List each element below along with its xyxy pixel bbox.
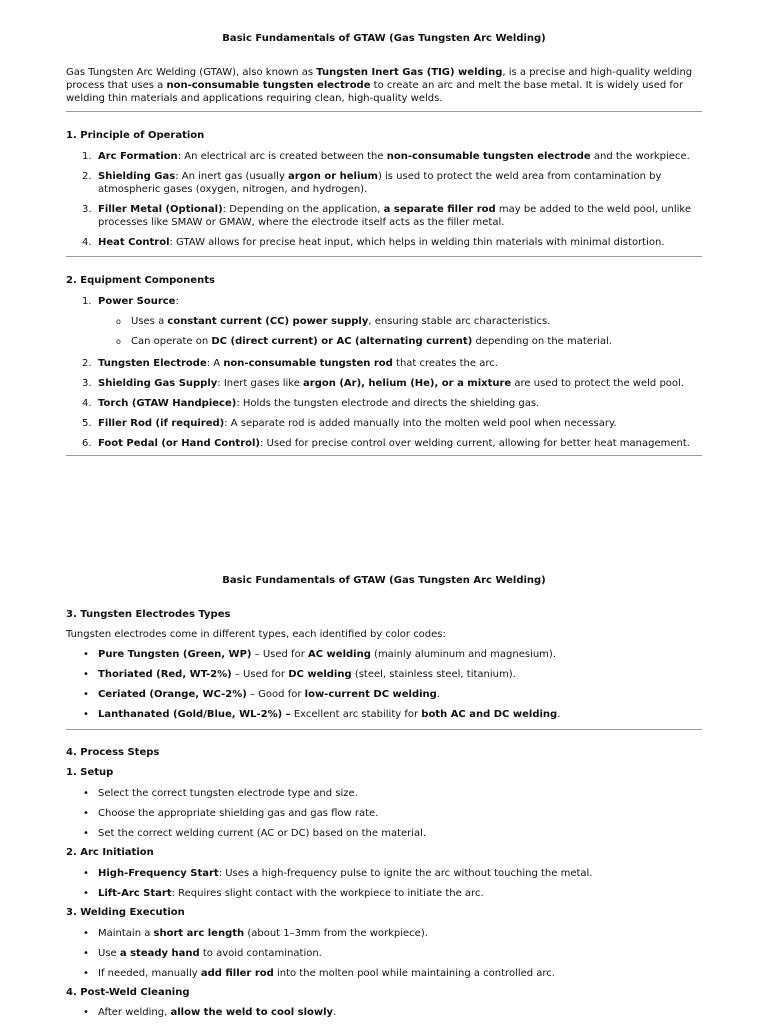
divider (66, 729, 702, 730)
text-run: – Used for (251, 649, 308, 660)
list-item: • Maintain a short arc length (about 1–3mm from the workpiece). (83, 928, 428, 939)
list-item: 3. Filler Metal (Optional): Depending on the application, a separate filler rod may be added to the weld pool, unlike processes like SMAW or GMAW, where the electrode itself acts as the filler metal. (82, 204, 691, 228)
text-run: : A separate rod is added manually into the molten weld pool when necessary. (224, 418, 617, 429)
intro-paragraph (66, 66, 702, 105)
equipment-list (66, 295, 702, 450)
text-run: – Good for (246, 689, 305, 700)
bold-text: Lanthanated (Gold/Blue, WL-2%) – (98, 709, 291, 720)
text-run: Gas Tungsten Arc Welding (GTAW), also known as (66, 67, 317, 78)
text-run: ) is used to protect the weld area from contamination by atmospheric gases (oxygen, nitrogen, and hydrogen). (98, 171, 662, 195)
list-item: 1. Power Source: (82, 296, 179, 307)
bold-text: non-consumable tungsten electrode (166, 80, 371, 91)
list-item: • Ceriated (Orange, WC-2%) – Good for low-current DC welding. (83, 689, 441, 700)
list-item: • Choose the appropriate shielding gas and gas flow rate. (83, 808, 379, 819)
text-run: depending on the material. (472, 336, 612, 347)
text-run: Can operate on (131, 336, 212, 347)
text-run: : Requires slight contact with the workpiece to initiate the arc. (171, 888, 484, 899)
text-run: , is a precise and high-quality welding process that uses a (66, 67, 693, 91)
section-heading: 1. Principle of Operation (66, 130, 205, 141)
list-item: • High-Frequency Start: Uses a high-frequency pulse to ignite the arc without touching the metal. (83, 868, 593, 879)
bold-text: non-consumable tungsten electrode (386, 151, 591, 162)
text-run: : Inert gases like (217, 378, 304, 389)
bold-text: argon (Ar), helium (He), or a mixture (303, 378, 512, 389)
bold-text: Lift-Arc Start (98, 888, 172, 899)
text-run: : Used for precise control over welding current, allowing for better heat management. (260, 438, 690, 449)
text-run: Use (98, 948, 120, 959)
text-run: to avoid contamination. (199, 948, 322, 959)
bold-text: Thoriated (Red, WT-2%) (98, 669, 232, 680)
bold-text: DC (direct current) or AC (alternating current) (211, 336, 473, 347)
bold-text: Shielding Gas (98, 171, 176, 182)
text-run: : A (206, 358, 224, 369)
bold-text: Filler Rod (if required) (98, 418, 225, 429)
text-run: : Holds the tungsten electrode and directs the shielding gas. (236, 398, 540, 409)
sub-list-item: o Can operate on DC (direct current) or AC (alternating current) depending on the material. (116, 336, 612, 347)
list-item: 6. Foot Pedal (or Hand Control): Used for precise control over welding current, allowing for better heat management. (82, 438, 690, 449)
text-run: : An electrical arc is created between the (177, 151, 387, 162)
text-run: may be added to the weld pool, unlike processes like SMAW or GMAW, where the electrode itself acts as the filler metal. (98, 204, 691, 228)
bold-text: High-Frequency Start (98, 868, 219, 879)
bold-text: Pure Tungsten (Green, WP) (98, 649, 252, 660)
bold-text: non-consumable tungsten rod (223, 358, 393, 369)
bold-text: a steady hand (119, 948, 200, 959)
bold-text: Tungsten Electrode (98, 358, 207, 369)
text-run: : Uses a high-frequency pulse to ignite the arc without touching the metal. (218, 868, 593, 879)
text-run: Uses a (131, 316, 168, 327)
sub-list-item: o Uses a constant current (CC) power supply, ensuring stable arc characteristics. (116, 316, 551, 327)
text-run: : Depending on the application, (222, 204, 384, 215)
text-run: . (557, 709, 561, 720)
section-intro: Tungsten electrodes come in different types, each identified by color codes: (66, 629, 446, 640)
list-item: 2. Tungsten Electrode: A non-consumable tungsten rod that creates the arc. (82, 358, 498, 369)
bold-text: Power Source (98, 296, 176, 307)
page-title: Basic Fundamentals of GTAW (Gas Tungsten Arc Welding) (222, 575, 546, 586)
list-item: • Lanthanated (Gold/Blue, WL-2%) – Excellent arc stability for both AC and DC welding. (83, 709, 561, 720)
divider (66, 111, 702, 112)
section-heading: 4. Process Steps (66, 747, 160, 758)
bold-text: Shielding Gas Supply (98, 378, 218, 389)
welding-execution-list (66, 927, 702, 980)
divider (66, 256, 702, 257)
bold-text: allow the weld to cool slowly (170, 1007, 334, 1018)
text-run: Excellent arc stability for (290, 709, 422, 720)
bold-text: Heat Control (98, 237, 170, 248)
step-heading: 4. Post-Weld Cleaning (66, 987, 190, 998)
list-item: 3. Shielding Gas Supply: Inert gases like argon (Ar), helium (He), or a mixture are used to protect the weld pool. (82, 378, 684, 389)
bold-text: both AC and DC welding (421, 709, 558, 720)
bold-text: Foot Pedal (or Hand Control) (98, 438, 260, 449)
text-run: are used to protect the weld pool. (511, 378, 684, 389)
section-heading: 3. Tungsten Electrodes Types (66, 609, 231, 620)
text-run: : An inert gas (usually (175, 171, 289, 182)
page-title: Basic Fundamentals of GTAW (Gas Tungsten Arc Welding) (222, 33, 546, 44)
text-run: Choose the appropriate shielding gas and gas flow rate. (98, 808, 379, 819)
text-run: After welding, (98, 1007, 171, 1018)
list-item: • Use a steady hand to avoid contamination. (83, 948, 322, 959)
text-run: , ensuring stable arc characteristics. (368, 316, 551, 327)
text-run: to create an arc and melt the base metal. It is widely used for welding thin materials and applications requiring clean, high-quality welds. (66, 80, 684, 104)
list-item: • Set the correct welding current (AC or DC) based on the material. (83, 828, 427, 839)
text-run: and the workpiece. (590, 151, 690, 162)
list-item: • Thoriated (Red, WT-2%) – Used for DC welding (steel, stainless steel, titanium). (83, 669, 516, 680)
step-heading: 2. Arc Initiation (66, 847, 154, 858)
bold-text: DC welding (288, 669, 352, 680)
list-item: 4. Heat Control: GTAW allows for precise heat input, which helps in welding thin materials with minimal distortion. (82, 237, 665, 248)
list-item: 1. Arc Formation: An electrical arc is created between the non-consumable tungsten electrode and the workpiece. (82, 151, 690, 162)
bold-text: a separate filler rod (383, 204, 496, 215)
list-item: • Pure Tungsten (Green, WP) – Used for AC welding (mainly aluminum and magnesium). (83, 649, 557, 660)
bold-text: constant current (CC) power supply (167, 316, 369, 327)
text-run: Set the correct welding current (AC or DC) based on the material. (98, 828, 427, 839)
text-run: (about 1–3mm from the workpiece). (244, 928, 428, 939)
list-item: • Lift-Arc Start: Requires slight contact with the workpiece to initiate the arc. (83, 888, 484, 899)
text-run: Select the correct tungsten electrode type and size. (98, 788, 358, 799)
bold-text: argon or helium (288, 171, 378, 182)
setup-list (66, 787, 702, 840)
step-heading: 1. Setup (66, 767, 114, 778)
text-run: . (436, 689, 441, 700)
list-item: • Select the correct tungsten electrode type and size. (83, 788, 358, 799)
list-item: 2. Shielding Gas: An inert gas (usually argon or helium) is used to protect the weld area from contamination by atmospheric gases (oxygen, nitrogen, and hydrogen). (82, 171, 662, 195)
arc-initiation-list (66, 867, 702, 900)
text-run: If needed, manually (98, 968, 201, 979)
divider (66, 455, 702, 456)
bold-text: low-current DC welding (304, 689, 437, 700)
text-run: : GTAW allows for precise heat input, which helps in welding thin materials with minimal distortion. (169, 237, 665, 248)
principle-list (66, 150, 702, 249)
bold-text: Tungsten Inert Gas (TIG) welding (316, 67, 503, 78)
text-run: (mainly aluminum and magnesium). (370, 649, 557, 660)
bold-text: add filler rod (200, 968, 274, 979)
text-run: – Used for (231, 669, 289, 680)
text-run: . (333, 1007, 337, 1018)
list-item: • After welding, allow the weld to cool slowly. (83, 1007, 337, 1018)
step-heading: 3. Welding Execution (66, 907, 185, 918)
bold-text: Torch (GTAW Handpiece) (98, 398, 237, 409)
bold-text: Ceriated (Orange, WC-2%) (98, 689, 247, 700)
bold-text: AC welding (307, 649, 371, 660)
text-run: into the molten pool while maintaining a controlled arc. (273, 968, 555, 979)
text-run: (steel, stainless steel, titanium). (351, 669, 516, 680)
electrode-types-list (66, 648, 702, 721)
text-run: that creates the arc. (392, 358, 498, 369)
text-run: Maintain a (98, 928, 154, 939)
section-heading: 2. Equipment Components (66, 275, 215, 286)
bold-text: short arc length (153, 928, 245, 939)
post-weld-list (66, 1006, 702, 1019)
bold-text: Filler Metal (Optional) (98, 204, 223, 215)
list-item: 4. Torch (GTAW Handpiece): Holds the tungsten electrode and directs the shielding gas. (82, 398, 540, 409)
list-item: • If needed, manually add filler rod into the molten pool while maintaining a controlled arc. (83, 968, 555, 979)
list-item: 5. Filler Rod (if required): A separate rod is added manually into the molten weld pool when necessary. (82, 418, 617, 429)
bold-text: Arc Formation (98, 151, 178, 162)
text-run: : (175, 296, 179, 307)
